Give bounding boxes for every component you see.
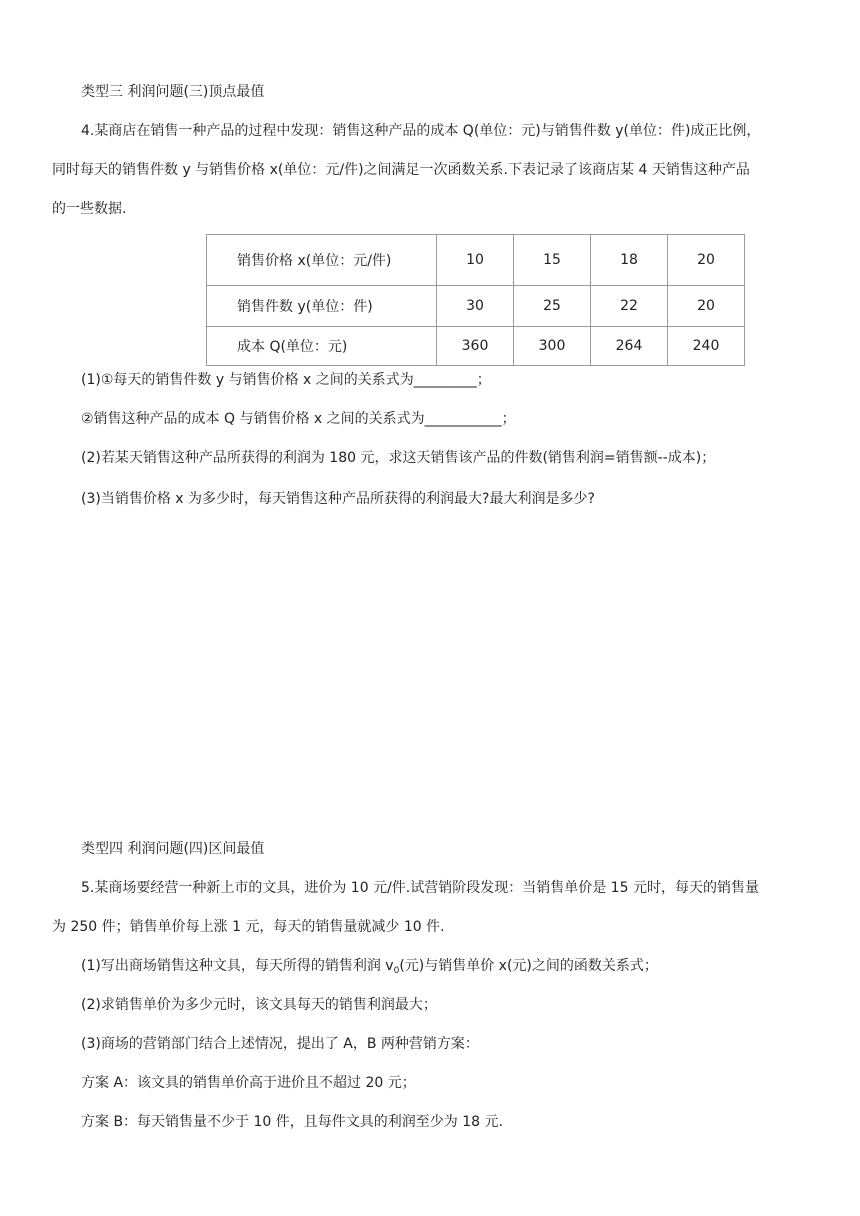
row-label-price: 销售价格 x(单位：元/件) — [207, 235, 437, 286]
question-1-text-after: (元)与销售单价 x(元)之间的函数关系式； — [399, 958, 658, 974]
question-2: (2)若某天销售这种产品所获得的利润为 180 元，求这天销售该产品的件数(销售利润=销售额--成本)； — [81, 450, 716, 466]
table-cell: 22 — [591, 286, 668, 327]
problem5-text-line2: 为 250 件；销售单价每上涨 1 元，每天的销售量就减少 10 件. — [52, 919, 445, 935]
problem4-text-line3: 的一些数据. — [52, 201, 127, 217]
problem5-question-3: (3)商场的营销部门结合上述情况，提出了 A，B 两种营销方案： — [81, 1036, 479, 1052]
problem5-question-1 — [81, 956, 658, 978]
section-heading-type4: 类型四 利润问题(四)区间最值 — [81, 841, 265, 857]
table-cell: 360 — [437, 327, 514, 366]
plan-a-text: 方案 A：该文具的销售单价高于进价且不超过 20 元； — [81, 1075, 416, 1091]
table-row — [207, 327, 745, 366]
table-row — [207, 286, 745, 327]
question-1b: ②销售这种产品的成本 Q 与销售价格 x 之间的关系式为___________； — [81, 411, 516, 427]
table-cell: 20 — [668, 235, 745, 286]
problem5-question-2: (2)求销售单价为多少元时，该文具每天的销售利润最大； — [81, 997, 437, 1013]
row-label-quantity: 销售件数 y(单位：件) — [207, 286, 437, 327]
table-cell: 25 — [514, 286, 591, 327]
section-heading-type3: 类型三 利润问题(三)顶点最值 — [81, 84, 265, 100]
table-cell: 20 — [668, 286, 745, 327]
table-cell: 240 — [668, 327, 745, 366]
table-cell: 10 — [437, 235, 514, 286]
problem4-text-line1: 4.某商店在销售一种产品的过程中发现：销售这种产品的成本 Q(单位：元)与销售件数 y(单位：件)成正比例， — [81, 123, 761, 139]
question-1a: (1)①每天的销售件数 y 与销售价格 x 之间的关系式为_________； — [81, 372, 491, 388]
table-cell: 264 — [591, 327, 668, 366]
problem4-text-line2: 同时每天的销售件数 y 与销售价格 x(单位：元/件)之间满足一次函数关系.下表记录了该商店某 4 天销售这种产品 — [52, 162, 750, 178]
question-1-text-before: (1)写出商场销售这种文具，每天所得的销售利润 v — [81, 958, 394, 974]
subscript-zero: 0 — [393, 966, 400, 976]
sales-data-table — [206, 234, 745, 366]
row-label-cost: 成本 Q(单位：元) — [207, 327, 437, 366]
question-3: (3)当销售价格 x 为多少时，每天销售这种产品所获得的利润最大?最大利润是多少? — [81, 491, 595, 507]
problem5-text-line1: 5.某商场要经营一种新上市的文具，进价为 10 元/件.试营销阶段发现：当销售单价是 15 元时，每天的销售量 — [81, 880, 759, 896]
table-cell: 15 — [514, 235, 591, 286]
plan-b-text: 方案 B：每天销售量不少于 10 件，且每件文具的利润至少为 18 元. — [81, 1114, 503, 1130]
table-cell: 300 — [514, 327, 591, 366]
table-cell: 30 — [437, 286, 514, 327]
table-cell: 18 — [591, 235, 668, 286]
table-row — [207, 235, 745, 286]
